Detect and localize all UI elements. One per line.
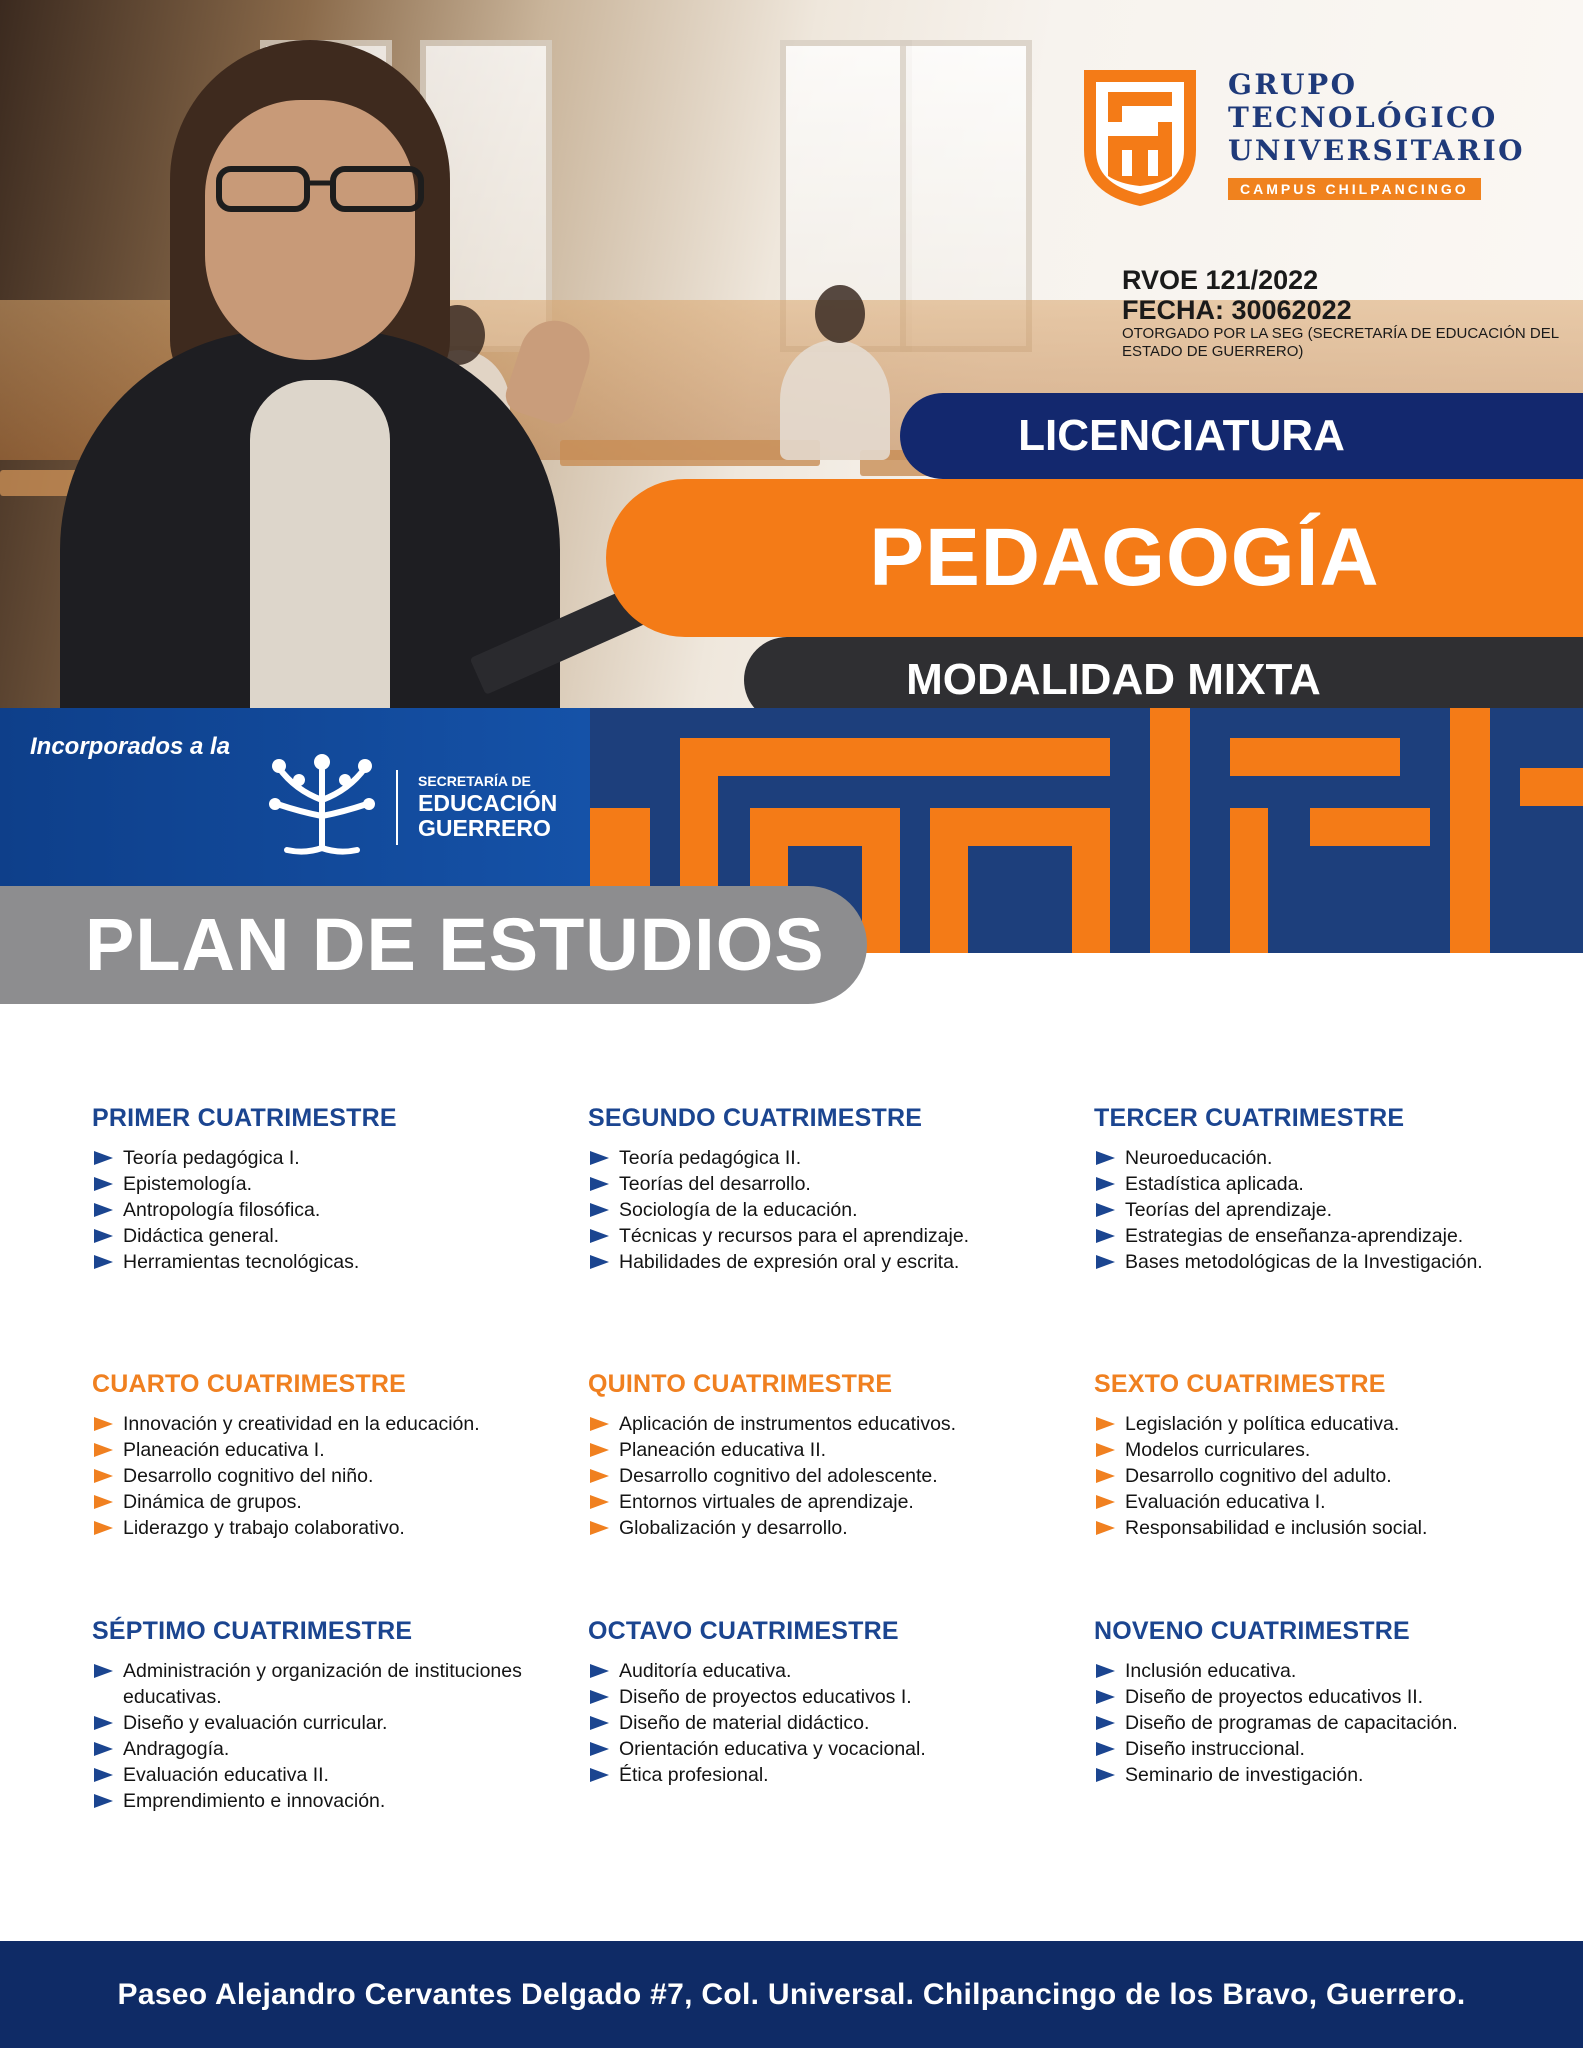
shield-logo-icon [1080,66,1200,210]
subject-label: Liderazgo y trabajo colaborativo. [123,1517,405,1539]
list-item [588,1658,1058,1684]
arrow-icon [94,1716,113,1730]
semester-title: TERCER CUATRIMESTRE [1094,1104,1405,1132]
seg-label-line1: EDUCACIÓN [418,790,558,816]
arrow-icon [94,1768,113,1782]
arrow-icon [94,1255,113,1269]
arrow-icon [1096,1521,1115,1535]
list-item [92,1762,562,1788]
seg-tree-logo-icon [265,750,380,862]
semester-title: NOVENO CUATRIMESTRE [1094,1617,1410,1645]
subject-label: Globalización y desarrollo. [619,1517,848,1539]
logo-line-grupo: GRUPO [1228,68,1358,101]
rvoe-number: RVOE 121/2022 [1122,265,1319,295]
arrow-icon [590,1742,609,1756]
arrow-icon [1096,1495,1115,1509]
arrow-icon [1096,1203,1115,1217]
seg-label-small: SECRETARÍA DE [418,773,531,789]
subject-list [92,1145,562,1275]
subject-label: Inclusión educativa. [1125,1660,1297,1682]
list-item [588,1197,1058,1223]
list-item [1094,1515,1564,1541]
subject-label: Diseño de proyectos educativos I. [619,1686,912,1708]
subject-label: Desarrollo cognitivo del adulto. [1125,1465,1392,1487]
subject-label: Diseño de programas de capacitación. [1125,1712,1458,1734]
subject-label: Entornos virtuales de aprendizaje. [619,1491,914,1513]
list-item [588,1762,1058,1788]
subject-label: Auditoría educativa. [619,1660,792,1682]
list-item [588,1411,1058,1437]
list-item [1094,1171,1564,1197]
semester-title: QUINTO CUATRIMESTRE [588,1370,893,1398]
rvoe-info [1122,265,1562,361]
list-item [92,1658,562,1710]
list-item [588,1249,1058,1275]
program-mode-banner: MODALIDAD MIXTA [744,637,1583,723]
arrow-icon [94,1521,113,1535]
arrow-icon [590,1469,609,1483]
arrow-icon [94,1742,113,1756]
subject-label: Desarrollo cognitivo del adolescente. [619,1465,938,1487]
program-name-banner: PEDAGOGÍA [606,479,1583,637]
list-item [588,1145,1058,1171]
arrow-icon [94,1664,113,1678]
subject-label: Teorías del desarrollo. [619,1173,811,1195]
subject-label: Evaluación educativa II. [123,1764,329,1786]
subject-list [1094,1145,1564,1275]
subject-list [588,1145,1058,1275]
logo-line-universitario: UNIVERSITARIO [1228,134,1526,167]
subject-list [92,1411,562,1541]
subject-list [92,1658,562,1814]
arrow-icon [94,1495,113,1509]
list-item [1094,1197,1564,1223]
subject-list [588,1411,1058,1541]
subject-label: Planeación educativa I. [123,1439,325,1461]
arrow-icon [1096,1443,1115,1457]
list-item [588,1710,1058,1736]
list-item [1094,1684,1564,1710]
list-item [588,1463,1058,1489]
subject-label: Diseño de material didáctico. [619,1712,870,1734]
arrow-icon [1096,1768,1115,1782]
semester-8 [588,1617,1058,1788]
program-level-banner: LICENCIATURA [900,393,1583,479]
plan-title: PLAN DE ESTUDIOS [85,903,825,986]
semester-title: CUARTO CUATRIMESTRE [92,1370,406,1398]
arrow-icon [590,1203,609,1217]
logo-line-tecnologico: TECNOLÓGICO [1228,101,1498,134]
list-item [1094,1463,1564,1489]
subject-list [1094,1411,1564,1541]
semester-5 [588,1370,1058,1541]
subject-label: Teoría pedagógica II. [619,1147,802,1169]
subject-label: Planeación educativa II. [619,1439,827,1461]
arrow-icon [94,1469,113,1483]
arrow-icon [94,1443,113,1457]
list-item [1094,1223,1564,1249]
list-item [588,1515,1058,1541]
semester-4 [92,1370,562,1541]
subject-label: Estrategias de enseñanza-aprendizaje. [1125,1225,1464,1247]
subject-label: Técnicas y recursos para el aprendizaje. [619,1225,970,1247]
semester-1 [92,1104,562,1275]
arrow-icon [1096,1417,1115,1431]
list-item [1094,1249,1564,1275]
list-item [92,1411,562,1437]
footer-address: Paseo Alejandro Cervantes Delgado #7, Col. Universal. Chilpancingo de los Bravo, Guerrero. [0,1941,1583,2048]
list-item [92,1171,562,1197]
subject-label: Andragogía. [123,1738,230,1760]
university-logo [1080,66,1526,216]
seg-label-line2: GUERRERO [418,815,551,841]
subject-label: Administración y organización de instituciones educativas. [123,1660,522,1708]
arrow-icon [590,1417,609,1431]
semester-title: PRIMER CUATRIMESTRE [92,1104,397,1132]
incorporation-label: Incorporados a la [30,733,231,760]
list-item [1094,1489,1564,1515]
arrow-icon [94,1794,113,1808]
subject-label: Epistemología. [123,1173,252,1195]
list-item [92,1197,562,1223]
subject-label: Ética profesional. [619,1764,769,1786]
arrow-icon [590,1768,609,1782]
subject-label: Bases metodológicas de la Investigación. [1125,1251,1483,1273]
list-item [92,1437,562,1463]
subject-label: Diseño instruccional. [1125,1738,1305,1760]
semester-9 [1094,1617,1564,1788]
arrow-icon [1096,1229,1115,1243]
seg-divider [396,770,398,845]
list-item [92,1788,562,1814]
semester-7 [92,1617,562,1814]
semester-title: SEGUNDO CUATRIMESTRE [588,1104,923,1132]
semester-title: SEXTO CUATRIMESTRE [1094,1370,1386,1398]
semester-6 [1094,1370,1564,1541]
list-item [1094,1411,1564,1437]
list-item [92,1736,562,1762]
list-item [1094,1762,1564,1788]
arrow-icon [590,1443,609,1457]
subject-label: Aplicación de instrumentos educativos. [619,1413,957,1435]
subject-label: Estadística aplicada. [1125,1173,1304,1195]
subject-label: Teoría pedagógica I. [123,1147,300,1169]
list-item [92,1249,562,1275]
logo-campus-badge: CAMPUS CHILPANCINGO [1228,178,1481,200]
semester-2 [588,1104,1058,1275]
arrow-icon [94,1229,113,1243]
subject-label: Dinámica de grupos. [123,1491,302,1513]
arrow-icon [1096,1716,1115,1730]
list-item [588,1171,1058,1197]
glasses-icon [215,165,425,213]
subject-label: Habilidades de expresión oral y escrita. [619,1251,960,1273]
semester-3 [1094,1104,1564,1275]
subject-label: Teorías del aprendizaje. [1125,1199,1333,1221]
subject-label: Diseño y evaluación curricular. [123,1712,388,1734]
subject-list [1094,1658,1564,1788]
arrow-icon [1096,1469,1115,1483]
list-item [1094,1658,1564,1684]
logo-wordmark [1228,68,1525,167]
subject-label: Desarrollo cognitivo del niño. [123,1465,374,1487]
arrow-icon [590,1151,609,1165]
arrow-icon [94,1203,113,1217]
list-item [1094,1710,1564,1736]
arrow-icon [590,1177,609,1191]
subject-label: Seminario de investigación. [1125,1764,1364,1786]
rvoe-note: OTORGADO POR LA SEG (SECRETARÍA DE EDUCACIÓN DEL ESTADO DE GUERRERO) [1122,325,1559,360]
arrow-icon [94,1417,113,1431]
list-item [92,1223,562,1249]
arrow-icon [590,1495,609,1509]
subject-label: Innovación y creatividad en la educación. [123,1413,480,1435]
subject-label: Diseño de proyectos educativos II. [1125,1686,1424,1708]
semester-title: OCTAVO CUATRIMESTRE [588,1617,899,1645]
arrow-icon [1096,1690,1115,1704]
list-item [92,1710,562,1736]
arrow-icon [1096,1742,1115,1756]
subject-label: Didáctica general. [123,1225,280,1247]
arrow-icon [590,1690,609,1704]
list-item [588,1437,1058,1463]
arrow-icon [1096,1177,1115,1191]
subject-label: Orientación educativa y vocacional. [619,1738,926,1760]
arrow-icon [1096,1664,1115,1678]
arrow-icon [590,1521,609,1535]
subject-list [588,1658,1058,1788]
subject-label: Emprendimiento e innovación. [123,1790,386,1812]
list-item [92,1489,562,1515]
seg-label-big [418,791,557,841]
arrow-icon [590,1716,609,1730]
list-item [1094,1437,1564,1463]
subject-label: Herramientas tecnológicas. [123,1251,360,1273]
list-item [1094,1736,1564,1762]
list-item [588,1736,1058,1762]
arrow-icon [94,1151,113,1165]
subject-label: Legislación y política educativa. [1125,1413,1400,1435]
rvoe-date: FECHA: 30062022 [1122,295,1352,325]
subject-label: Sociología de la educación. [619,1199,858,1221]
arrow-icon [590,1229,609,1243]
subject-label: Responsabilidad e inclusión social. [1125,1517,1428,1539]
list-item [588,1489,1058,1515]
arrow-icon [1096,1151,1115,1165]
list-item [92,1463,562,1489]
list-item [588,1223,1058,1249]
subject-label: Modelos curriculares. [1125,1439,1311,1461]
subject-label: Antropología filosófica. [123,1199,321,1221]
arrow-icon [1096,1255,1115,1269]
list-item [1094,1145,1564,1171]
semester-title: SÉPTIMO CUATRIMESTRE [92,1617,413,1645]
arrow-icon [590,1664,609,1678]
arrow-icon [590,1255,609,1269]
list-item [92,1515,562,1541]
subject-label: Evaluación educativa I. [1125,1491,1326,1513]
arrow-icon [94,1177,113,1191]
subject-label: Neuroeducación. [1125,1147,1273,1169]
list-item [588,1684,1058,1710]
list-item [92,1145,562,1171]
